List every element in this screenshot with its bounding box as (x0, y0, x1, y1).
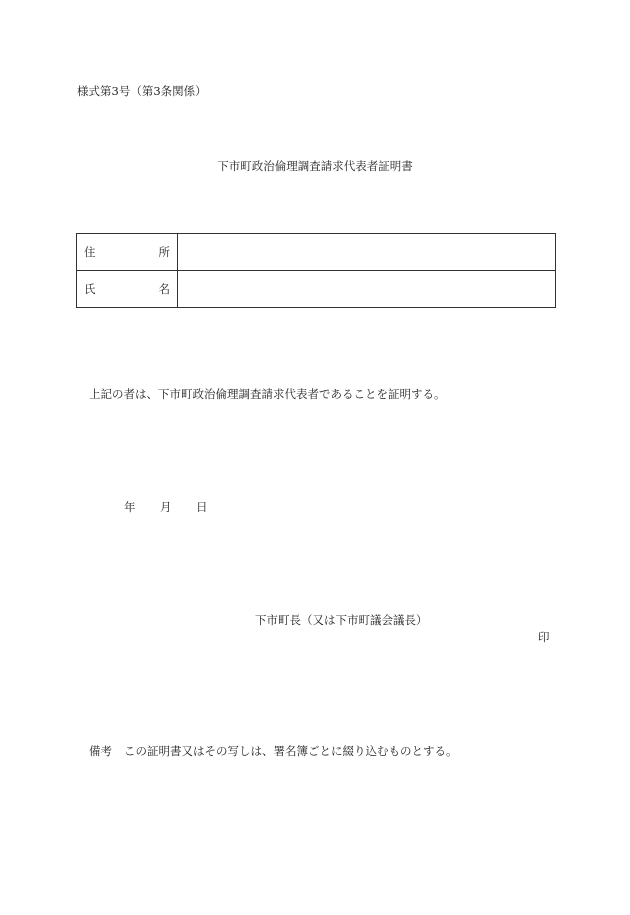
address-label-cell (77, 234, 178, 270)
remarks-label: 備考 (89, 744, 112, 758)
address-value-cell[interactable] (178, 234, 555, 270)
form-number: 様式第3号（第3条関係） (77, 84, 207, 98)
name-label-first-char: 氏 (84, 282, 96, 296)
issuer-title: 下市町長（又は下市町議会議長） (255, 613, 428, 627)
seal-mark: 印 (538, 630, 550, 644)
certification-statement: 上記の者は、下市町政治倫理調査請求代表者であることを証明する。 (89, 387, 446, 401)
date-year-label: 年 (124, 500, 136, 514)
date-month-label: 月 (160, 500, 172, 514)
name-label-last-char: 名 (158, 282, 170, 296)
name-label-cell (77, 271, 178, 308)
representative-info-table (76, 233, 556, 308)
document-title: 下市町政治倫理調査請求代表者証明書 (217, 159, 413, 173)
address-label-first-char: 住 (84, 245, 96, 259)
address-row (77, 234, 555, 271)
remarks-text: この証明書又はその写しは、署名簿ごとに綴り込むものとする。 (124, 744, 458, 758)
address-label-last-char: 所 (158, 245, 170, 259)
date-day-label: 日 (196, 500, 208, 514)
name-value-cell[interactable] (178, 271, 555, 308)
name-row (77, 271, 555, 308)
